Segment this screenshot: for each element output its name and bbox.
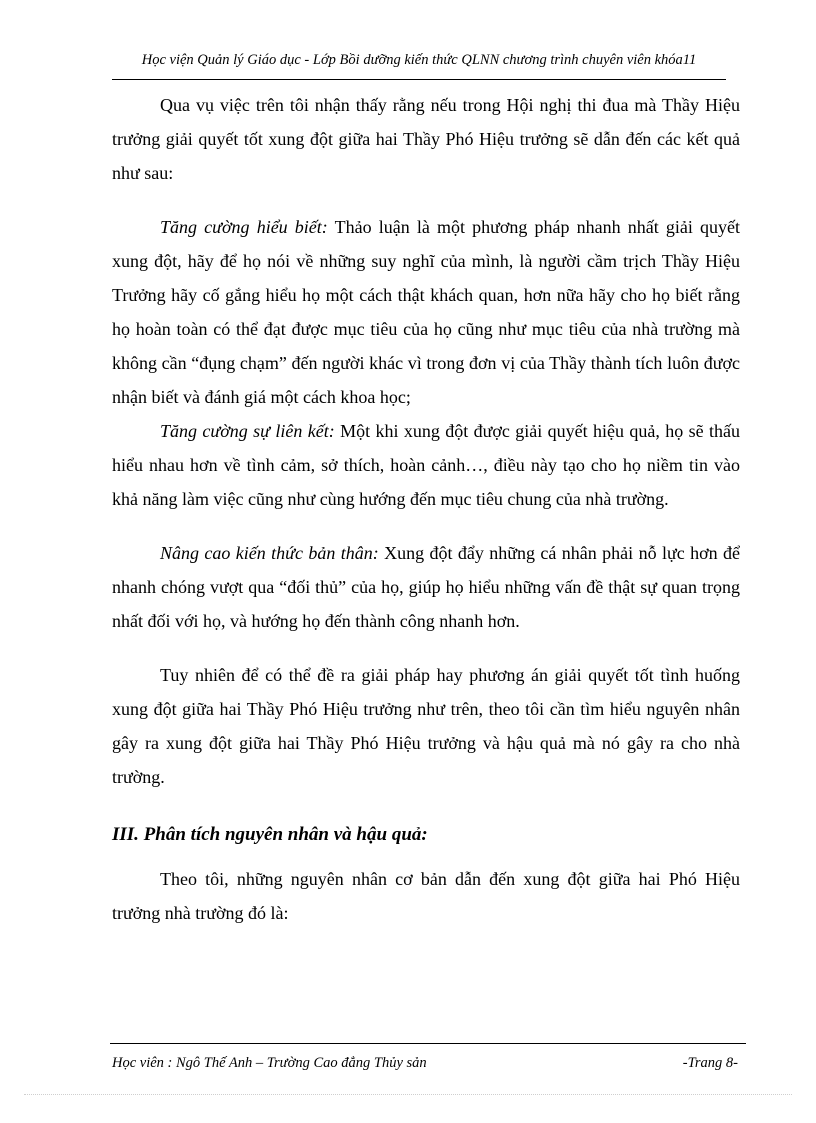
document-body — [112, 88, 740, 930]
paragraph-causes: Theo tôi, những nguyên nhân cơ bản dẫn đến xung đột giữa hai Phó Hiệu trưởng nhà trường đó là: — [112, 869, 740, 923]
paragraph-lead: Tăng cường hiểu biết: — [160, 217, 328, 237]
footer-author: Học viên : Ngô Thế Anh – Trường Cao đẳng Thủy sản — [112, 1055, 427, 1071]
paragraph-text: Thảo luận là một phương pháp nhanh nhất giải quyết xung đột, hãy để họ nói về những suy nghĩ của mình, là người cầm trịch Thầy Hiệu Trưởng hãy cố gắng hiểu họ một cách thật khách quan, hơn nữa hãy cho họ biết rằng họ hoàn toàn có thể đạt được mục tiêu của họ cũng như mục tiêu của nhà trường mà không cần “đụng chạm” đến người khác vì trong đơn vị của Thầy thành tích luôn được nhận biết và đánh giá một cách khoa học; — [112, 217, 740, 407]
header-rule — [112, 79, 726, 80]
paragraph-understanding — [112, 210, 740, 414]
paragraph-cohesion — [112, 414, 740, 516]
paragraph-lead: Nâng cao kiến thức bản thân: — [160, 543, 379, 563]
footer-rule — [110, 1043, 746, 1044]
page-header: Học viện Quản lý Giáo dục - Lớp Bồi dưỡng kiến thức QLNN chương trình chuyên viên khóa11 — [141, 52, 697, 68]
paragraph-lead: Tăng cường sự liên kết: — [160, 421, 335, 441]
paragraph-text: Một khi xung đột được giải quyết hiệu quả, họ sẽ thấu hiểu nhau hơn về tình cảm, sở thích, hoàn cảnh…, điều này tạo cho họ niềm tin vào khả năng làm việc cũng như cùng hướng đến mục tiêu chung của nhà trường. — [112, 421, 740, 509]
paragraph-however: Tuy nhiên để có thể đề ra giải pháp hay phương án giải quyết tốt tình huống xung đột giữa hai Thầy Phó Hiệu trưởng như trên, theo tôi cần tìm hiểu nguyên nhân gây ra xung đột giữa hai Thầy Phó Hiệu trưởng và hậu quả mà nó gây ra cho nhà trường. — [112, 665, 740, 787]
paragraph-knowledge — [112, 536, 740, 638]
page-edge — [24, 1094, 792, 1095]
page-number: -Trang 8- — [682, 1055, 738, 1071]
paragraph-intro: Qua vụ việc trên tôi nhận thấy rằng nếu trong Hội nghị thi đua mà Thầy Hiệu trưởng giải quyết tốt xung đột giữa hai Thầy Phó Hiệu trưởng sẽ dẫn đến các kết quả như sau: — [112, 95, 740, 183]
section-heading: III. Phân tích nguyên nhân và hậu quả: — [112, 824, 428, 845]
paragraph-text: Xung đột đẩy những cá nhân phải nỗ lực hơn để nhanh chóng vượt qua “đối thủ” của họ, giúp họ hiểu những vấn đề thật sự quan trọng nhất đối với họ, và hướng họ đến thành công nhanh hơn. — [112, 543, 740, 631]
